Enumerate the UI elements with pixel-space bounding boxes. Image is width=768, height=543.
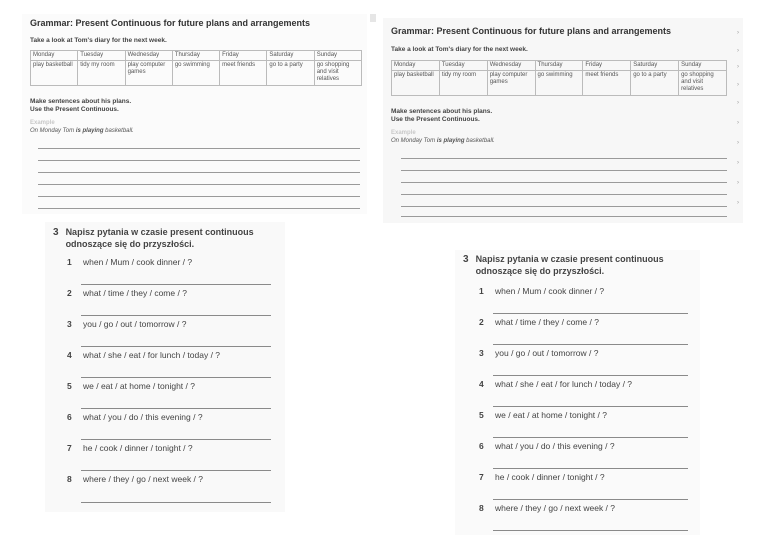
scan-mark: ›	[737, 64, 739, 70]
exercise-number: 3	[53, 227, 59, 238]
question-number: 2	[479, 317, 484, 327]
question-text: you / go / out / tomorrow / ?	[495, 348, 599, 358]
diary-day: Tuesday	[78, 51, 125, 61]
writing-line[interactable]	[401, 206, 727, 207]
example-pre: On Monday Tom	[30, 128, 76, 134]
writing-line[interactable]	[38, 172, 360, 173]
diary-activity: meet friends	[220, 60, 267, 85]
writing-line[interactable]	[38, 160, 360, 161]
diary-activity-row	[392, 70, 727, 95]
question-number: 3	[479, 348, 484, 358]
diary-day: Wednesday	[125, 51, 172, 61]
diary-day: Tuesday	[439, 61, 487, 71]
writing-line[interactable]	[38, 208, 360, 209]
exercise-heading	[53, 227, 254, 250]
answer-line[interactable]	[493, 499, 688, 500]
example-sentence	[391, 138, 495, 144]
diary-day: Monday	[31, 51, 78, 61]
answer-line[interactable]	[81, 502, 271, 503]
questions-panel-right	[455, 250, 700, 535]
diary-header-row	[392, 61, 727, 71]
question-item	[479, 379, 632, 389]
diary-activity: play computer games	[487, 70, 535, 95]
writing-line[interactable]	[401, 158, 727, 159]
answer-line[interactable]	[493, 437, 688, 438]
answer-line[interactable]	[81, 346, 271, 347]
question-text: what / she / eat / for lunch / today / ?	[83, 350, 221, 360]
question-item	[67, 319, 186, 329]
question-number: 1	[67, 257, 72, 267]
diary-header-row	[31, 51, 362, 61]
writing-line[interactable]	[401, 170, 727, 171]
writing-line[interactable]	[401, 194, 727, 195]
question-item	[479, 410, 607, 420]
writing-line[interactable]	[38, 196, 360, 197]
instruction-line-2: Use the Present Continuous.	[391, 116, 480, 124]
example-bold: is playing	[75, 128, 104, 134]
question-item	[479, 286, 604, 296]
diary-activity: go to a party	[631, 70, 679, 95]
question-item	[67, 257, 192, 267]
answer-line[interactable]	[493, 530, 688, 531]
question-item	[479, 472, 605, 482]
question-number: 3	[67, 319, 72, 329]
diary-day: Thursday	[535, 61, 583, 71]
question-item	[67, 381, 195, 391]
example-sentence	[30, 128, 134, 134]
question-number: 8	[479, 503, 484, 513]
diary-day: Friday	[220, 51, 267, 61]
instruction-line-1: Make sentences about his plans.	[30, 98, 132, 105]
question-number: 7	[479, 472, 484, 482]
answer-line[interactable]	[81, 377, 271, 378]
instruction-line-2: Use the Present Continuous.	[30, 106, 119, 114]
question-text: we / eat / at home / tonight / ?	[83, 381, 195, 391]
example-label: Example	[30, 120, 55, 126]
question-item	[67, 412, 203, 422]
question-text: when / Mum / cook dinner / ?	[83, 257, 193, 267]
grammar-instruction	[391, 108, 492, 124]
exercise-heading-line-2: odnoszące się do przyszłości.	[475, 265, 605, 276]
diary-activity: meet friends	[583, 70, 631, 95]
question-text: what / you / do / this evening / ?	[495, 441, 615, 451]
question-number: 5	[479, 410, 484, 420]
answer-line[interactable]	[81, 284, 271, 285]
question-text: what / time / they / come / ?	[83, 288, 187, 298]
scan-mark: ›	[737, 30, 739, 36]
grammar-title: Grammar: Present Continuous for future plans and arrangements	[391, 26, 672, 36]
grammar-panel-right	[383, 18, 743, 223]
diary-day: Friday	[583, 61, 631, 71]
scan-mark: ›	[737, 82, 739, 88]
example-bold: is playing	[436, 138, 465, 144]
diary-day: Sunday	[314, 51, 361, 61]
scan-mark: ›	[737, 200, 739, 206]
diary-activity: tidy my room	[78, 60, 125, 85]
question-text: we / eat / at home / tonight / ?	[495, 410, 607, 420]
question-text: where / they / go / next week / ?	[83, 474, 204, 484]
question-text: what / time / they / come / ?	[495, 317, 599, 327]
question-item	[67, 443, 193, 453]
question-text: you / go / out / tomorrow / ?	[83, 319, 187, 329]
question-item	[479, 441, 615, 451]
grammar-subtitle: Take a look at Tom's diary for the next week.	[30, 37, 167, 44]
scan-mark: ›	[737, 140, 739, 146]
question-text: what / you / do / this evening / ?	[83, 412, 203, 422]
exercise-heading-line-2: odnoszące się do przyszłości.	[65, 238, 195, 249]
scan-mark: ›	[737, 48, 739, 54]
grammar-panel-left	[22, 14, 367, 214]
example-post: basketball.	[464, 138, 495, 144]
answer-line[interactable]	[81, 439, 271, 440]
question-number: 7	[67, 443, 72, 453]
grammar-instruction	[30, 98, 131, 114]
diary-day: Saturday	[267, 51, 314, 61]
grammar-subtitle: Take a look at Tom's diary for the next week.	[391, 46, 528, 53]
diary-activity: go shopping and visit relatives	[679, 70, 727, 95]
diary-activity: go to a party	[267, 60, 314, 85]
diary-activity: go shopping and visit relatives	[314, 60, 361, 85]
question-item	[67, 350, 220, 360]
answer-line[interactable]	[493, 344, 688, 345]
question-number: 4	[479, 379, 484, 389]
scan-mark: ›	[737, 100, 739, 106]
question-text: he / cook / dinner / tonight / ?	[495, 472, 605, 482]
scan-mark: ›	[737, 160, 739, 166]
question-item	[479, 503, 615, 513]
diary-activity: play basketball	[31, 60, 78, 85]
question-item	[479, 348, 598, 358]
answer-line[interactable]	[493, 406, 688, 407]
exercise-heading-line-1: Napisz pytania w czasie present continuous	[65, 227, 254, 237]
question-number: 6	[479, 441, 484, 451]
grammar-title: Grammar: Present Continuous for future plans and arrangements	[30, 18, 311, 28]
diary-day: Thursday	[172, 51, 219, 61]
question-number: 2	[67, 288, 72, 298]
question-number: 6	[67, 412, 72, 422]
answer-line[interactable]	[493, 313, 688, 314]
diary-activity: go swimming	[535, 70, 583, 95]
scan-mark: ›	[737, 120, 739, 126]
exercise-heading-line-1: Napisz pytania w czasie present continuous	[475, 254, 664, 264]
question-number: 1	[479, 286, 484, 296]
writing-line[interactable]	[401, 216, 727, 217]
questions-panel-left	[45, 222, 285, 512]
answer-line[interactable]	[81, 470, 271, 471]
diary-activity: play computer games	[125, 60, 172, 85]
answer-line[interactable]	[493, 375, 688, 376]
question-number: 4	[67, 350, 72, 360]
diary-activity: play basketball	[392, 70, 440, 95]
question-item	[67, 288, 187, 298]
diary-day: Monday	[392, 61, 440, 71]
scan-mark: ›	[737, 180, 739, 186]
writing-line[interactable]	[38, 148, 360, 149]
writing-line[interactable]	[38, 184, 360, 185]
question-number: 8	[67, 474, 72, 484]
diary-activity: go swimming	[172, 60, 219, 85]
diary-day: Wednesday	[487, 61, 535, 71]
writing-line[interactable]	[401, 182, 727, 183]
diary-activity-row	[31, 60, 362, 85]
answer-line[interactable]	[493, 468, 688, 469]
diary-day: Saturday	[631, 61, 679, 71]
diary-activity: tidy my room	[439, 70, 487, 95]
question-text: where / they / go / next week / ?	[495, 503, 616, 513]
diary-table	[391, 60, 727, 96]
example-label: Example	[391, 130, 416, 136]
scan-edge-strip	[370, 14, 376, 22]
question-text: when / Mum / cook dinner / ?	[495, 286, 605, 296]
question-text: what / she / eat / for lunch / today / ?	[495, 379, 633, 389]
question-item	[67, 474, 203, 484]
answer-line[interactable]	[81, 315, 271, 316]
instruction-line-1: Make sentences about his plans.	[391, 108, 493, 115]
exercise-number: 3	[463, 254, 469, 265]
example-post: basketball.	[103, 128, 134, 134]
question-number: 5	[67, 381, 72, 391]
question-item	[479, 317, 599, 327]
answer-line[interactable]	[81, 408, 271, 409]
diary-day: Sunday	[679, 61, 727, 71]
exercise-heading	[463, 254, 664, 277]
question-text: he / cook / dinner / tonight / ?	[83, 443, 193, 453]
diary-table	[30, 50, 362, 86]
example-pre: On Monday Tom	[391, 138, 437, 144]
